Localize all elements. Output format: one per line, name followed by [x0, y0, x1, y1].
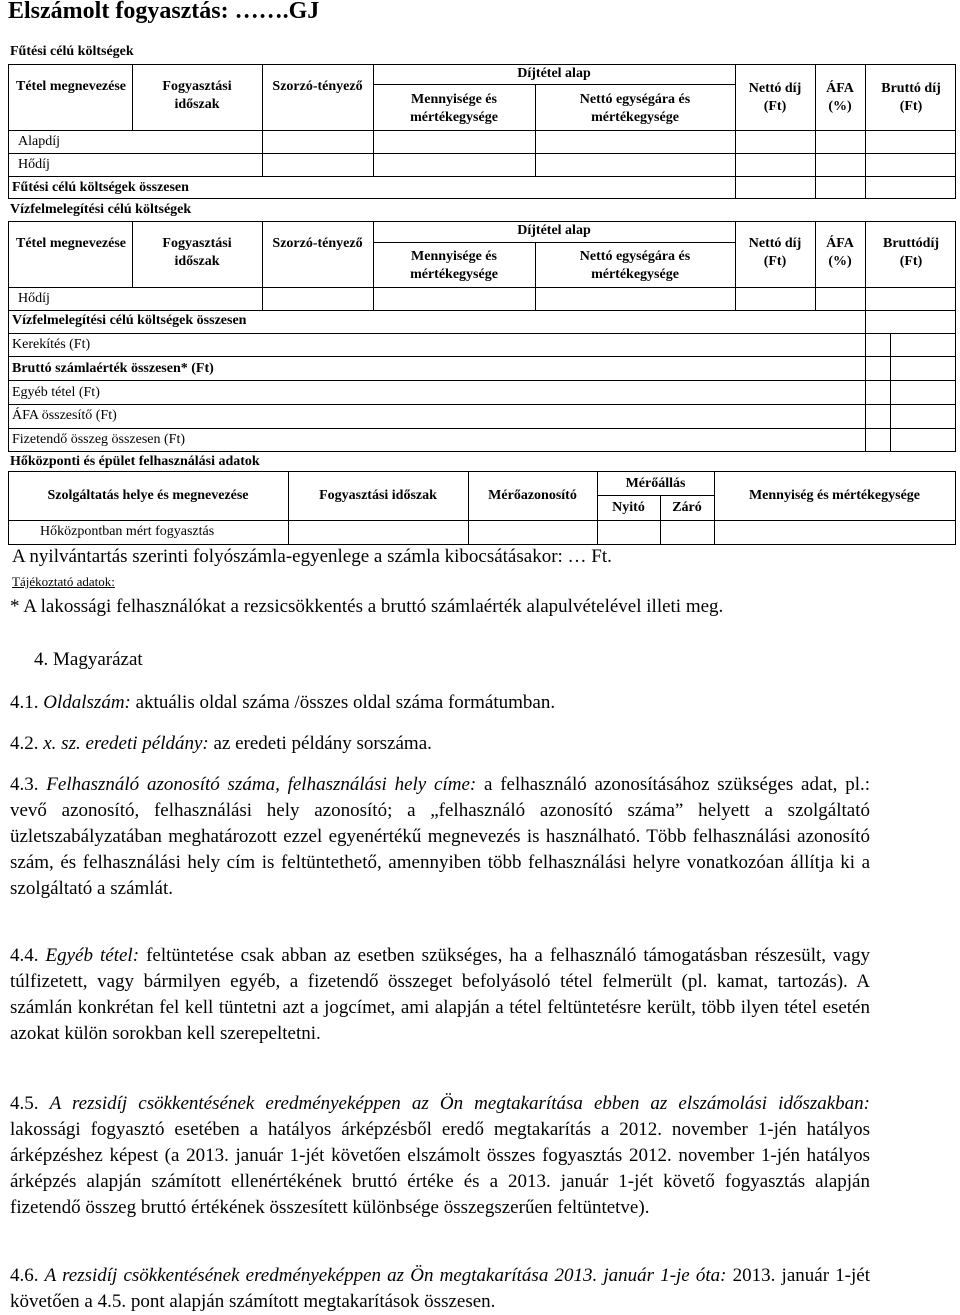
t3-header-service-location: Szolgáltatás helye és megnevezése	[47, 488, 249, 503]
t3-row-substation-consumption: Hőközpontban mért fogyasztás	[40, 524, 215, 539]
t2-header-gross-fee: Bruttódíj (Ft)	[883, 236, 939, 269]
t2-header-quantity: Mennyisége és mértékegysége	[410, 249, 498, 282]
t1-header-vat: ÁFA (%)	[826, 81, 854, 114]
balance-line: A nyilvántartás szerinti folyószámla-egyenlege a számla kibocsátásakor: … Ft.	[12, 546, 612, 567]
note-4-5: 4.5. A rezsidíj csökkentésének eredményeképpen az Ön megtakarítása ebben az elszámolási időszakban: lakossági fogyasztó esetében a hatályos árképzésből eredő megtakarítás a 2012. november 1-jén hatályos árképzéshez képest (a 2013. január 1-jét követően elszámolt összes fogyasztás 2012. november 1-jén hatályos árképzés alapján számított ellenértékének bruttó értéke és a 2013. január 1-jét követő fogyasztás alapján fizetendő összeg bruttó értékének összesített különbsége összegszerűen feltüntetve).	[10, 1093, 870, 1218]
t3-header-closing: Záró	[672, 500, 702, 515]
t2-header-net-unit-price: Nettó egységára és mértékegysége	[579, 249, 691, 282]
t1-header-multiplier: Szorzó-tényező	[272, 79, 363, 94]
section-water-label: Vízfelmelegítési célú költségek	[10, 202, 192, 217]
t2-header-vat: ÁFA (%)	[826, 236, 854, 269]
section-substation-label: Hőközponti és épület felhasználási adatok	[10, 454, 260, 469]
t1-row-total: Fűtési célú költségek összesen	[12, 180, 189, 195]
t1-header-period: Fogyasztási időszak	[162, 79, 232, 112]
t2-header-item-name: Tétel megnevezése	[16, 236, 126, 251]
t3-header-quantity: Mennyiség és mértékegysége	[748, 488, 921, 503]
t2-header-rate-basis: Díjtétel alap	[517, 223, 591, 238]
info-label: Tájékoztató adatok:	[12, 574, 115, 589]
t3-header-meter-reading: Mérőállás	[625, 476, 686, 491]
t2-row-total: Vízfelmelegítési célú költségek összesen	[12, 313, 247, 328]
note-4-4: 4.4. Egyéb tétel: feltüntetése csak abban az esetben szükséges, ha a felhasználó támogatásban részesült, vagy túlfizetett, vagy bármilyen egyéb, a fizetendő összeget befolyásoló tétel felmerült (pl. kamat, tartozás). A számlán konkrétan fel kell tüntetni azt a jogcímet, ami alapján a tétel feltüntetésre került, több ilyen tétel esetén azokat külön sorokban kell szerepeltetni.	[10, 945, 870, 1044]
note-4-3: 4.3. Felhasználó azonosító száma, felhasználási hely címe: a felhasználó azonosításához szükséges adat, pl.: vevő azonosító, felhasználási hely azonosító; a „felhasználó azonosító száma” helyett a szolgáltató üzletszabályzatában meghatározott ezzel egyenértékű megnevezés is használható. Több felhasználási azonosító szám, és felhasználási hely cím is feltüntethető, amennyiben több felhasználási helyre vonatkozóan állítja ki a szolgáltató a számlát.	[10, 774, 871, 899]
summary-vat-total: ÁFA összesítő (Ft)	[12, 408, 117, 423]
footnote: * A lakossági felhasználókat a rezsicsökkentés a bruttó számlaérték alapulvételével illeti meg.	[10, 596, 724, 617]
section-4-heading: 4. Magyarázat	[34, 649, 143, 670]
summary-other-item: Egyéb tétel (Ft)	[12, 385, 100, 400]
t1-row-heat-fee: Hődíj	[18, 157, 50, 172]
page-title: Elszámolt fogyasztás: …….GJ	[8, 0, 320, 24]
t3-header-meter-id: Mérőazonosító	[488, 488, 577, 503]
t1-header-net-fee: Nettó díj (Ft)	[748, 81, 802, 114]
t1-header-gross-fee: Bruttó díj (Ft)	[881, 81, 941, 114]
note-4-2: 4.2. x. sz. eredeti példány: az eredeti példány sorszáma.	[10, 733, 432, 754]
summary-gross-total: Bruttó számlaérték összesen* (Ft)	[12, 361, 214, 376]
t2-row-heat-fee: Hődíj	[18, 291, 50, 306]
summary-payable-total: Fizetendő összeg összesen (Ft)	[12, 432, 186, 447]
t2-header-multiplier: Szorzó-tényező	[272, 236, 363, 251]
t1-header-rate-basis: Díjtétel alap	[517, 66, 591, 81]
t2-header-period: Fogyasztási időszak	[162, 236, 232, 269]
t1-header-quantity: Mennyisége és mértékegysége	[410, 92, 498, 125]
section-heating-label: Fűtési célú költségek	[10, 44, 134, 59]
t3-header-opening: Nyitó	[612, 500, 645, 515]
t1-row-base-fee: Alapdíj	[18, 134, 60, 149]
t2-header-net-fee: Nettó díj (Ft)	[748, 236, 802, 269]
summary-rounding: Kerekítés (Ft)	[12, 337, 91, 352]
note-4-6: 4.6. A rezsidíj csökkentésének eredményeképpen az Ön megtakarítása 2013. január 1-je óta: 2013. január 1-jét követően a 4.5. pont alapján számított megtakarítások összesen.	[10, 1265, 871, 1312]
note-4-1: 4.1. Oldalszám: aktuális oldal száma /összes oldal száma formátumban.	[10, 692, 556, 713]
t3-header-period: Fogyasztási időszak	[319, 488, 437, 503]
t1-header-net-unit-price: Nettó egységára és mértékegysége	[579, 92, 691, 125]
t1-header-item-name: Tétel megnevezése	[16, 79, 126, 94]
